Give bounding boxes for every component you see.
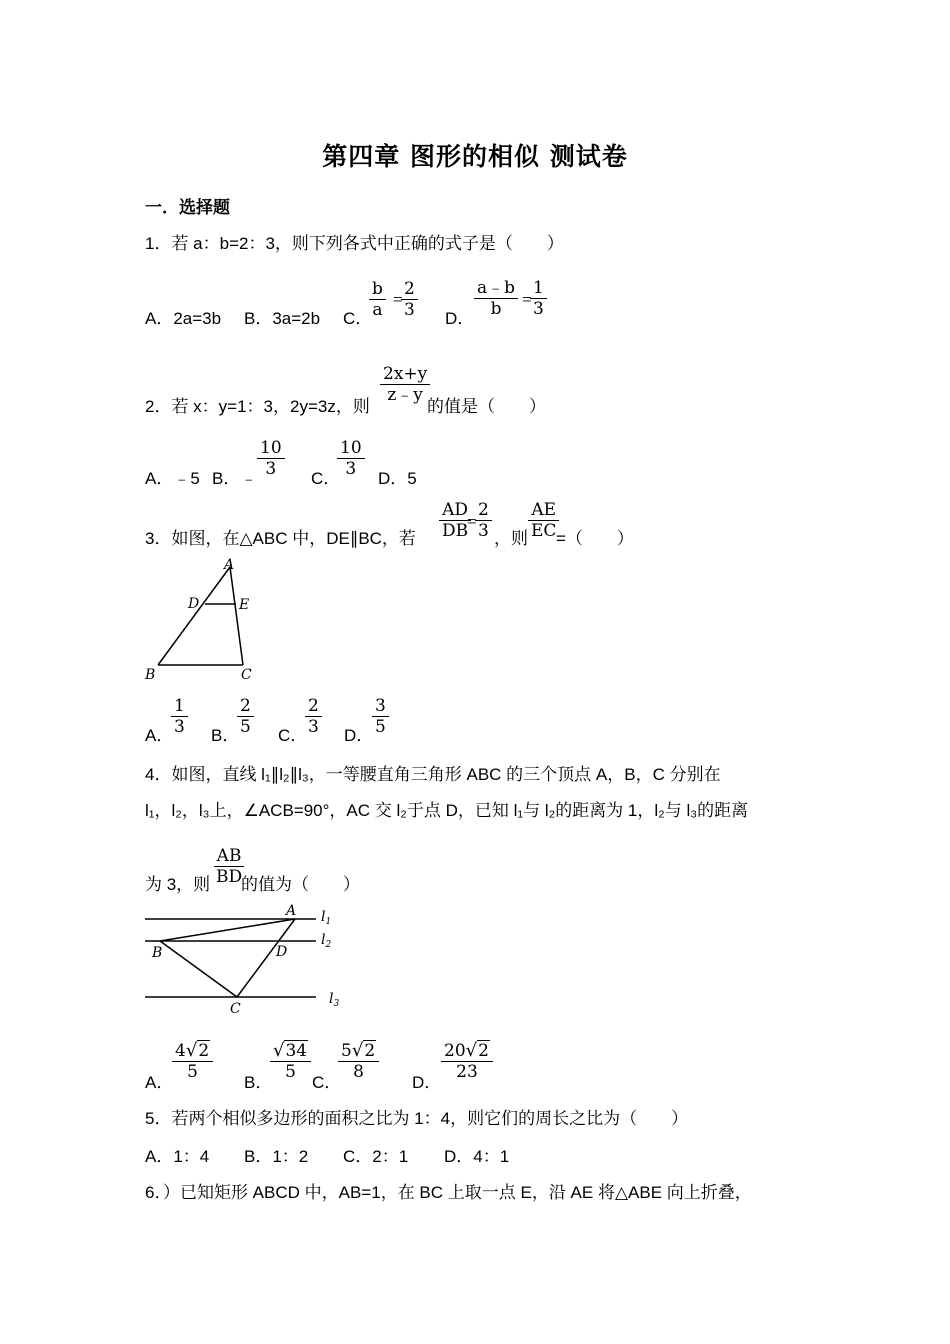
side-ab	[158, 567, 230, 665]
q3-fraction-ad-db: $\frac{AD}{DB}$	[439, 500, 471, 541]
q1-option-c-label: C．	[343, 309, 373, 328]
q4-option-d-fraction: $\frac{20√2}{23}$	[441, 1041, 493, 1082]
q4-option-a-fraction: $\frac{4√2}{5}$	[172, 1041, 213, 1082]
q3-stem-mid: ，则	[494, 529, 528, 548]
q1-stem: 1．若 a：b=2：3，则下列各式中正确的式子是（ ）	[145, 234, 564, 253]
q1-option-c-rhs: $\frac{2}{3}$	[401, 279, 418, 320]
q2-option-b-fraction: $\frac{10}{3}$	[257, 438, 285, 479]
page-title: 第四章 图形的相似 测试卷	[322, 142, 628, 171]
label-l2: $l_2$	[321, 932, 332, 950]
q1-option-d-fraction: $\frac{a﹣b}{b}$	[474, 278, 518, 319]
q4-option-c-fraction: $\frac{5√2}{8}$	[338, 1041, 379, 1082]
q4-parallel-lines-figure	[140, 900, 355, 1022]
q3-option-c-fraction: $\frac{2}{3}$	[305, 696, 322, 737]
q1-option-d-label: D．	[445, 309, 475, 328]
q2-fraction: $\frac{2x+y}{z﹣y}$	[380, 364, 430, 405]
q4-option-a-label: A．	[145, 1073, 174, 1092]
q4-stem-line1: 4．如图，直线 l₁∥l₂∥l₃，一等腰直角三角形 ABC 的三个顶点 A，B，C 分别在	[145, 765, 721, 784]
label-d: D	[188, 596, 200, 612]
q5-option-d: D．4：1	[444, 1147, 510, 1166]
label-b: B	[145, 667, 156, 683]
q4-stem-line3-pre: 为 3，则	[145, 875, 211, 894]
q3-stem-pre: 3．如图，在△ABC 中，DE∥BC，若	[145, 529, 416, 548]
q4-fraction-ab-bd: $\frac{AB}{BD}$	[213, 846, 245, 887]
label-c: C	[241, 667, 252, 683]
q5-option-c: C．2：1	[343, 1147, 409, 1166]
q4-option-b-fraction: $\frac{√34}{5}$	[270, 1041, 311, 1082]
side-ac	[230, 567, 243, 665]
q1-option-b: B．3a=2b	[244, 309, 321, 328]
q3-option-a-fraction: $\frac{1}{3}$	[171, 696, 188, 737]
q2-option-c-fraction: $\frac{10}{3}$	[337, 438, 365, 479]
q3-option-d-label: D．	[344, 726, 374, 745]
q4-option-b-label: B．	[244, 1073, 273, 1092]
label-d: D	[276, 944, 288, 960]
label-a: A	[224, 557, 235, 573]
q3-option-b-fraction: $\frac{2}{5}$	[237, 696, 254, 737]
q3-option-a-label: A．	[145, 726, 174, 745]
q2-stem-pre: 2．若 x：y=1：3，2y=3z，则	[145, 397, 370, 416]
label-b: B	[152, 945, 163, 961]
q1-option-c-fraction: $\frac{b}{a}$	[369, 279, 386, 320]
label-l3: $l_3$	[329, 991, 340, 1009]
q5-stem: 5．若两个相似多边形的面积之比为 1：4，则它们的周长之比为（ ）	[145, 1109, 689, 1128]
q3-fraction-ae-ec: $\frac{AE}{EC}$	[528, 500, 559, 541]
q3-stem-post: =（ ）	[556, 529, 634, 548]
q2-option-c-label: C．	[311, 469, 341, 488]
q3-equals: =	[467, 512, 477, 531]
side-bc	[160, 941, 237, 997]
q2-option-d: D．5	[378, 469, 417, 488]
side-ab	[160, 919, 295, 941]
q1-option-d-rhs: $\frac{1}{3}$	[530, 278, 547, 319]
q2-option-a: A．﹣5	[145, 469, 200, 488]
q3-option-d-fraction: $\frac{3}{5}$	[372, 696, 389, 737]
q4-option-d-label: D．	[412, 1073, 442, 1092]
label-l1: $l_1$	[321, 909, 332, 927]
q5-option-b: B．1：2	[244, 1147, 309, 1166]
q3-triangle-figure	[140, 555, 270, 685]
q4-stem-line3-post: 的值为（ ）	[241, 875, 360, 894]
q3-fraction-2-3: $\frac{2}{3}$	[475, 500, 492, 541]
q1-option-a: A．2a=3b	[145, 309, 222, 328]
section-heading: 一．选择题	[145, 198, 230, 218]
q3-option-c-label: C．	[278, 726, 308, 745]
q1-option-c-equals: =	[393, 290, 403, 309]
label-c: C	[230, 1001, 241, 1017]
q5-option-a: A．1：4	[145, 1147, 210, 1166]
label-a: A	[286, 903, 297, 919]
q4-stem-line2: l₁，l₂，l₃上，∠ACB=90°，AC 交 l₂于点 D，已知 l₁与 l₂的距离为 1，l₂与 l₃的距离	[145, 801, 749, 820]
q1-option-d-equals: =	[522, 290, 532, 309]
q6-stem: 6．）已知矩形 ABCD 中，AB=1，在 BC 上取一点 E，沿 AE 将△ABE 向上折叠，	[145, 1183, 752, 1202]
q4-option-c-label: C．	[312, 1073, 342, 1092]
q3-option-b-label: B．	[211, 726, 240, 745]
label-e: E	[239, 597, 250, 613]
q2-option-b-label: B．﹣	[212, 469, 258, 488]
q2-stem-post: 的值是（ ）	[427, 397, 546, 416]
